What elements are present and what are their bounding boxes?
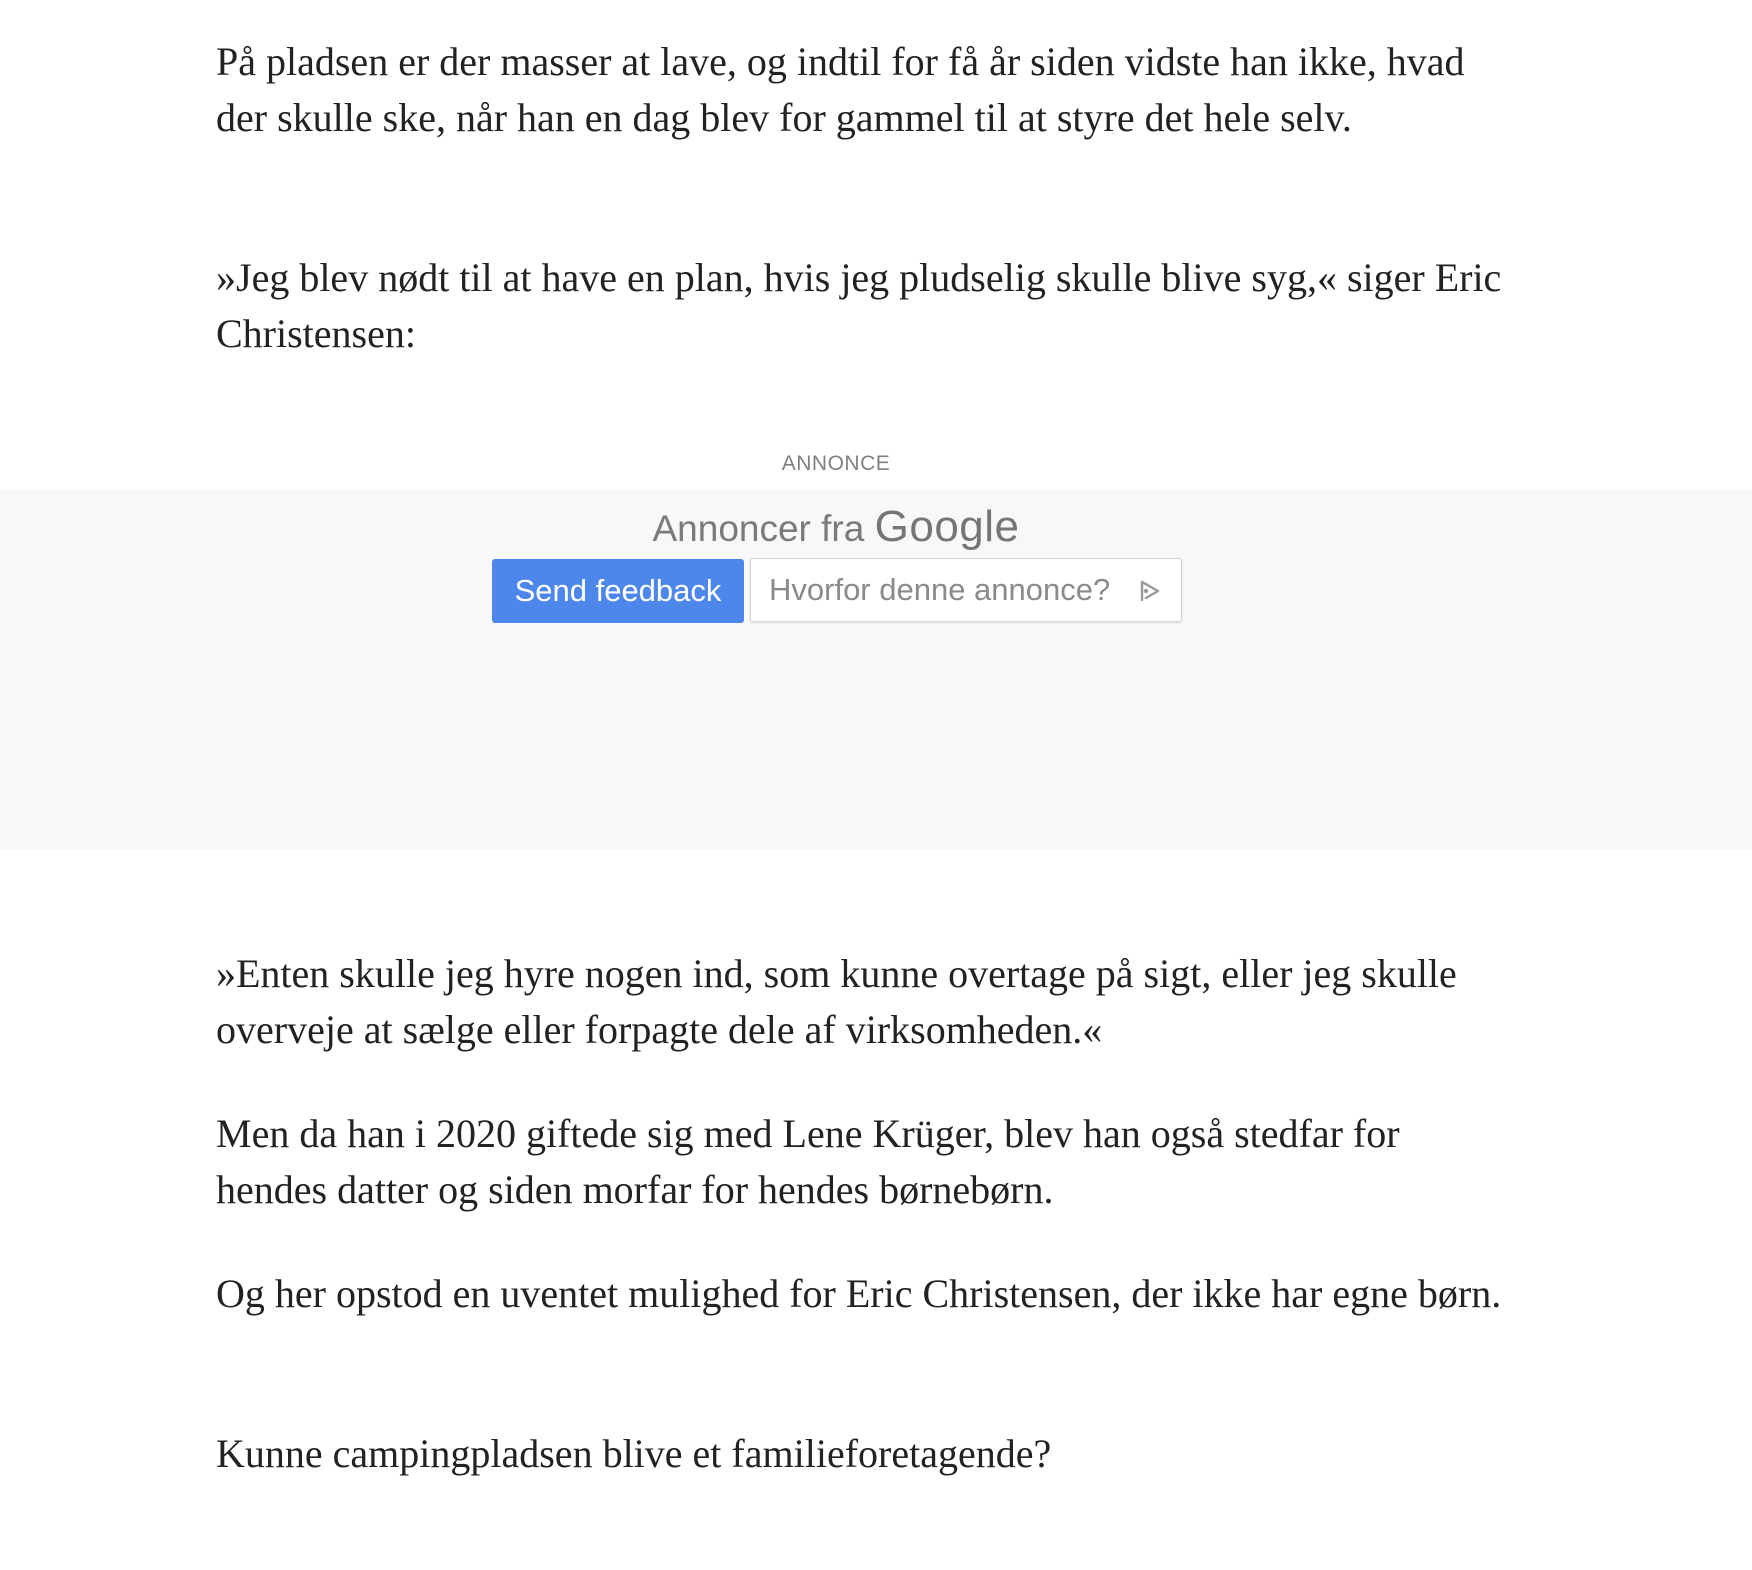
google-logo: Google — [874, 502, 1020, 551]
send-feedback-button[interactable]: Send feedback — [492, 559, 744, 623]
ad-header — [0, 502, 1672, 554]
why-this-ad-button[interactable] — [750, 558, 1182, 622]
article-paragraph: »Enten skulle jeg hyre nogen ind, som kunne overtage på sigt, eller jeg skulle overveje at sælge eller forpagte dele af virksomheden.« — [216, 951, 1457, 1052]
adchoices-icon — [1137, 579, 1163, 603]
ad-container — [0, 490, 1752, 850]
article-paragraph: På pladsen er der masser at lave, og indtil for få år siden vidste han ikke, hvad der skulle ske, når han en dag blev for gammel til at styre det hele selv. — [216, 39, 1465, 140]
why-this-ad-label: Hvorfor denne annonce? — [769, 572, 1111, 607]
article-paragraph: Og her opstod en uventet mulighed for Eric Christensen, der ikke har egne børn. — [216, 1271, 1502, 1316]
article-paragraph: »Jeg blev nødt til at have en plan, hvis jeg pludselig skulle blive syg,« siger Eric Christensen: — [216, 255, 1502, 356]
ad-header-prefix: Annoncer fra — [652, 508, 865, 549]
article-paragraph: Men da han i 2020 giftede sig med Lene Krüger, blev han også stedfar for hendes datter og siden morfar for hendes børnebørn. — [216, 1111, 1400, 1212]
article-paragraph: Kunne campingpladsen blive et familieforetagende? — [216, 1431, 1052, 1476]
ad-label: ANNONCE — [781, 452, 891, 475]
